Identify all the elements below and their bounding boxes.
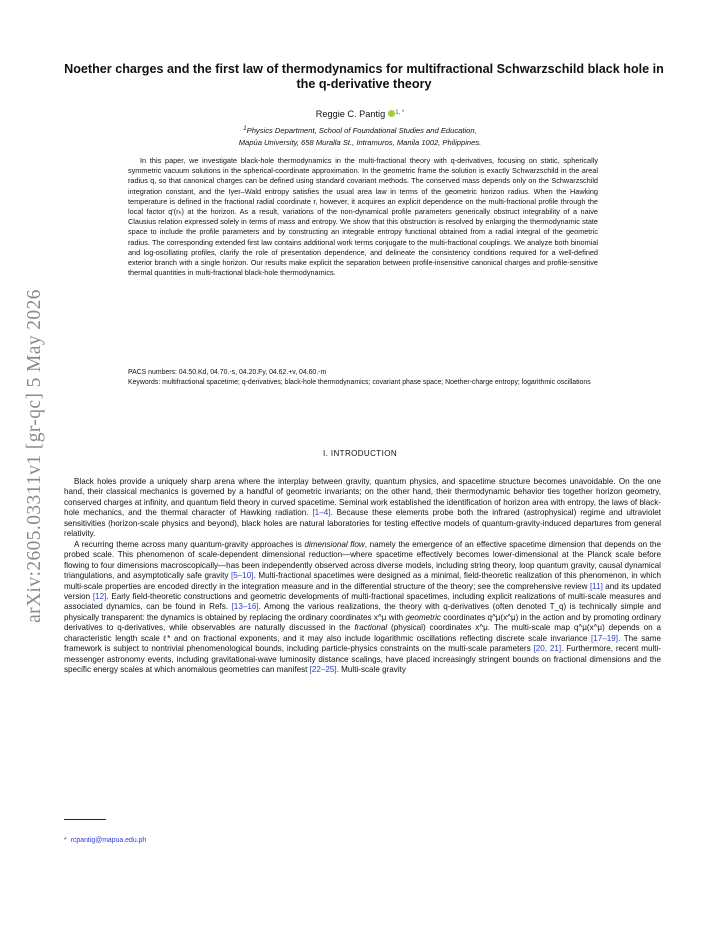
footnote-marker: * bbox=[64, 837, 67, 844]
author-name: Reggie C. Pantig bbox=[315, 109, 386, 119]
text-span: A recurring theme across many quantum-gravity approaches is bbox=[74, 539, 305, 549]
citation-link[interactable]: [13–16] bbox=[231, 602, 259, 612]
affiliation-line-1: Physics Department, School of Foundational Studies and Education, bbox=[246, 126, 477, 135]
text-span: , namely the emergence of an effective spacetime dimension that depends on the probed scale. This phenomenon of scale-dependent dimensional reduction—where spacetime effectively becomes lower-dimensional at the Planck scale before flowing to four dimensions macroscopically—has been independently observed across diverse models, including string theory, loop quantum gravity, causal dynamical triangulations, and asymptotically safe gravity bbox=[64, 539, 661, 581]
keywords: Keywords: multifractional spacetime; q-derivatives; black-hole thermodynamics; covariant phase space; Noether-charge entropy; logarithmic oscillations bbox=[128, 378, 591, 386]
author-line bbox=[0, 109, 720, 119]
footnote-rule bbox=[64, 819, 106, 820]
text-span: and its updated version bbox=[64, 581, 661, 601]
pacs-keywords-block bbox=[128, 368, 598, 387]
author-marks-link[interactable]: 1, * bbox=[395, 110, 405, 116]
text-span: . Among the various realizations, the theory with q-derivatives (often denoted T_q) is technically simple and physically transparent: the dynamics is obtained by replacing the ordinary coordinates x^μ with bbox=[64, 602, 661, 622]
text-span: . Multi-scale gravity bbox=[336, 665, 406, 675]
citation-link[interactable]: [5–10] bbox=[231, 571, 254, 581]
citation-link[interactable]: [11] bbox=[589, 581, 603, 591]
affiliation bbox=[0, 124, 720, 148]
text-span: . Early field-theoretic constructions and geometric developments of multi-fractional spacetimes, including explicit realizations of multi-scale measures and associated dynamics, can be found in Refs. bbox=[64, 591, 662, 612]
text-span: . Multi-fractional spacetimes were designed as a minimal, field-theoretic realization of this phenomenon, in which multi-scale properties are encoded directly in the integration measure and in the differential structure of the theory; see the comprehensive review bbox=[64, 571, 661, 591]
citation-link[interactable]: [22–25] bbox=[309, 665, 337, 675]
introduction-body bbox=[64, 477, 661, 676]
pacs-numbers: PACS numbers: 04.50.Kd, 04.70.-s, 04.20.Fy, 04.62.+v, 04.60.-m bbox=[128, 369, 327, 376]
affiliation-marker: 1 bbox=[243, 126, 247, 132]
citation-link[interactable]: [12] bbox=[92, 591, 107, 601]
author-marks bbox=[395, 110, 404, 116]
arxiv-identifier: arXiv:2605.03311v1 [gr-qc] 5 May 2026 bbox=[24, 289, 45, 623]
text-span: . Furthermore, recent multi-messenger astronomy events, including gravitational-wave luminosity distance scalings, have placed increasingly stringent bounds on fractional dimensions and the specific energy scales at which anomalous geometries can manifest bbox=[64, 644, 661, 675]
abstract bbox=[128, 156, 598, 278]
text-span: . Because these elements probe both the infrared (astrophysical) regime and ultraviolet sensitivities (horizon-scale physics and beyond), black holes are natural laboratories for testing effective models of quantum-gravity-induced departures from general relativity. bbox=[64, 508, 662, 539]
affiliation-line-2: Mapúa University, 658 Muralla St., Intramuros, Manila 1002, Philippines. bbox=[238, 137, 482, 147]
emphasis: dimensional flow bbox=[304, 539, 365, 549]
section-heading: I. INTRODUCTION bbox=[323, 449, 397, 458]
footnote bbox=[64, 837, 146, 844]
intro-paragraph-2 bbox=[64, 540, 661, 676]
text-span: . The same framework is subject to nontrivial phenomenological bounds, including particle-physics constraints on the multi-scale parameters bbox=[64, 633, 661, 654]
emphasis: geometric bbox=[405, 612, 441, 622]
text-span: Black holes provide a uniquely sharp arena where the interplay between gravity, quantum physics, and spacetime structure becomes unavoidable. On the one hand, their classical mechanics is governed by a handful of geometric invariants; on the other hand, their thermodynamic behavior ties together horizon geometry, conserved charges at infinity, and quantum field theory in curved spacetime. Seminal work established the identification of horizon area with entropy, the laws of black-hole mechanics, and the thermal character of Hawking radiation. bbox=[64, 477, 661, 518]
email-link[interactable]: rcpantig@mapua.edu.ph bbox=[70, 837, 147, 844]
citation-link[interactable]: [20, 21] bbox=[533, 644, 562, 654]
emphasis: fractional bbox=[354, 623, 388, 633]
citation-link[interactable]: [17–19] bbox=[591, 633, 619, 643]
text-span: (physical) coordinates x^μ. The multi-scale map q^μ(x^μ) depends on a characteristic length scale ℓ* and on fractional exponents, and it may also include logarithmic oscillations reflecting discrete scale invariance bbox=[64, 623, 661, 643]
abstract-text: In this paper, we investigate black-hole thermodynamics in the multi-fractional theory with q-derivatives, focusing on static, spherically symmetric vacuum solutions in the spherical-coordinate approximation. In the geometric frame the solution is exactly Schwarzschild in the areal radius q, so that canonical charges can be defined using standard covariant methods. The conserved mass depends only on the Schwarzschild integration constant, and the Iyer–Wald entropy satisfies the usual area law in terms of the geometric horizon radius. When the Hawking temperature is defined in the fractional radial coordinate r, however, it acquires an explicit dependence on the multi-fractional profile through the local factor q′(rₕ) at the horizon. As a result, variations of the non-dynamical profile parameters generically obstruct integrability of a naive Clausius relation expressed solely in terms of mass and entropy. We show that this obstruction is resolved by enlarging the thermodynamic state space to include the profile parameters and by constructing an integrable entropy functional obtained from a radial integral of the geometric radius. The corresponding extended first law contains additional work terms conjugate to the multi-fractional couplings. We analyze both binomial and log-oscillating profiles, clarify the role of presentation dependence, and delineate the consistency conditions required for a well-defined exterior branch with a single horizon. Our results make explicit the separation between profile-insensitive canonical charges and profile-sensitive thermal quantities in multi-fractional black-hole thermodynamics. bbox=[128, 156, 598, 278]
citation-link[interactable]: [1–4] bbox=[312, 508, 331, 518]
paper-title: Noether charges and the first law of thermodynamics for multifractional Schwarzschild black hole in the q-derivative theory bbox=[64, 62, 664, 91]
intro-paragraph-1 bbox=[64, 477, 661, 540]
text-span: coordinates q^μ(x^μ) in the action and by promoting ordinary derivatives to q-derivatives, while observables are naturally discussed in the bbox=[64, 612, 661, 633]
